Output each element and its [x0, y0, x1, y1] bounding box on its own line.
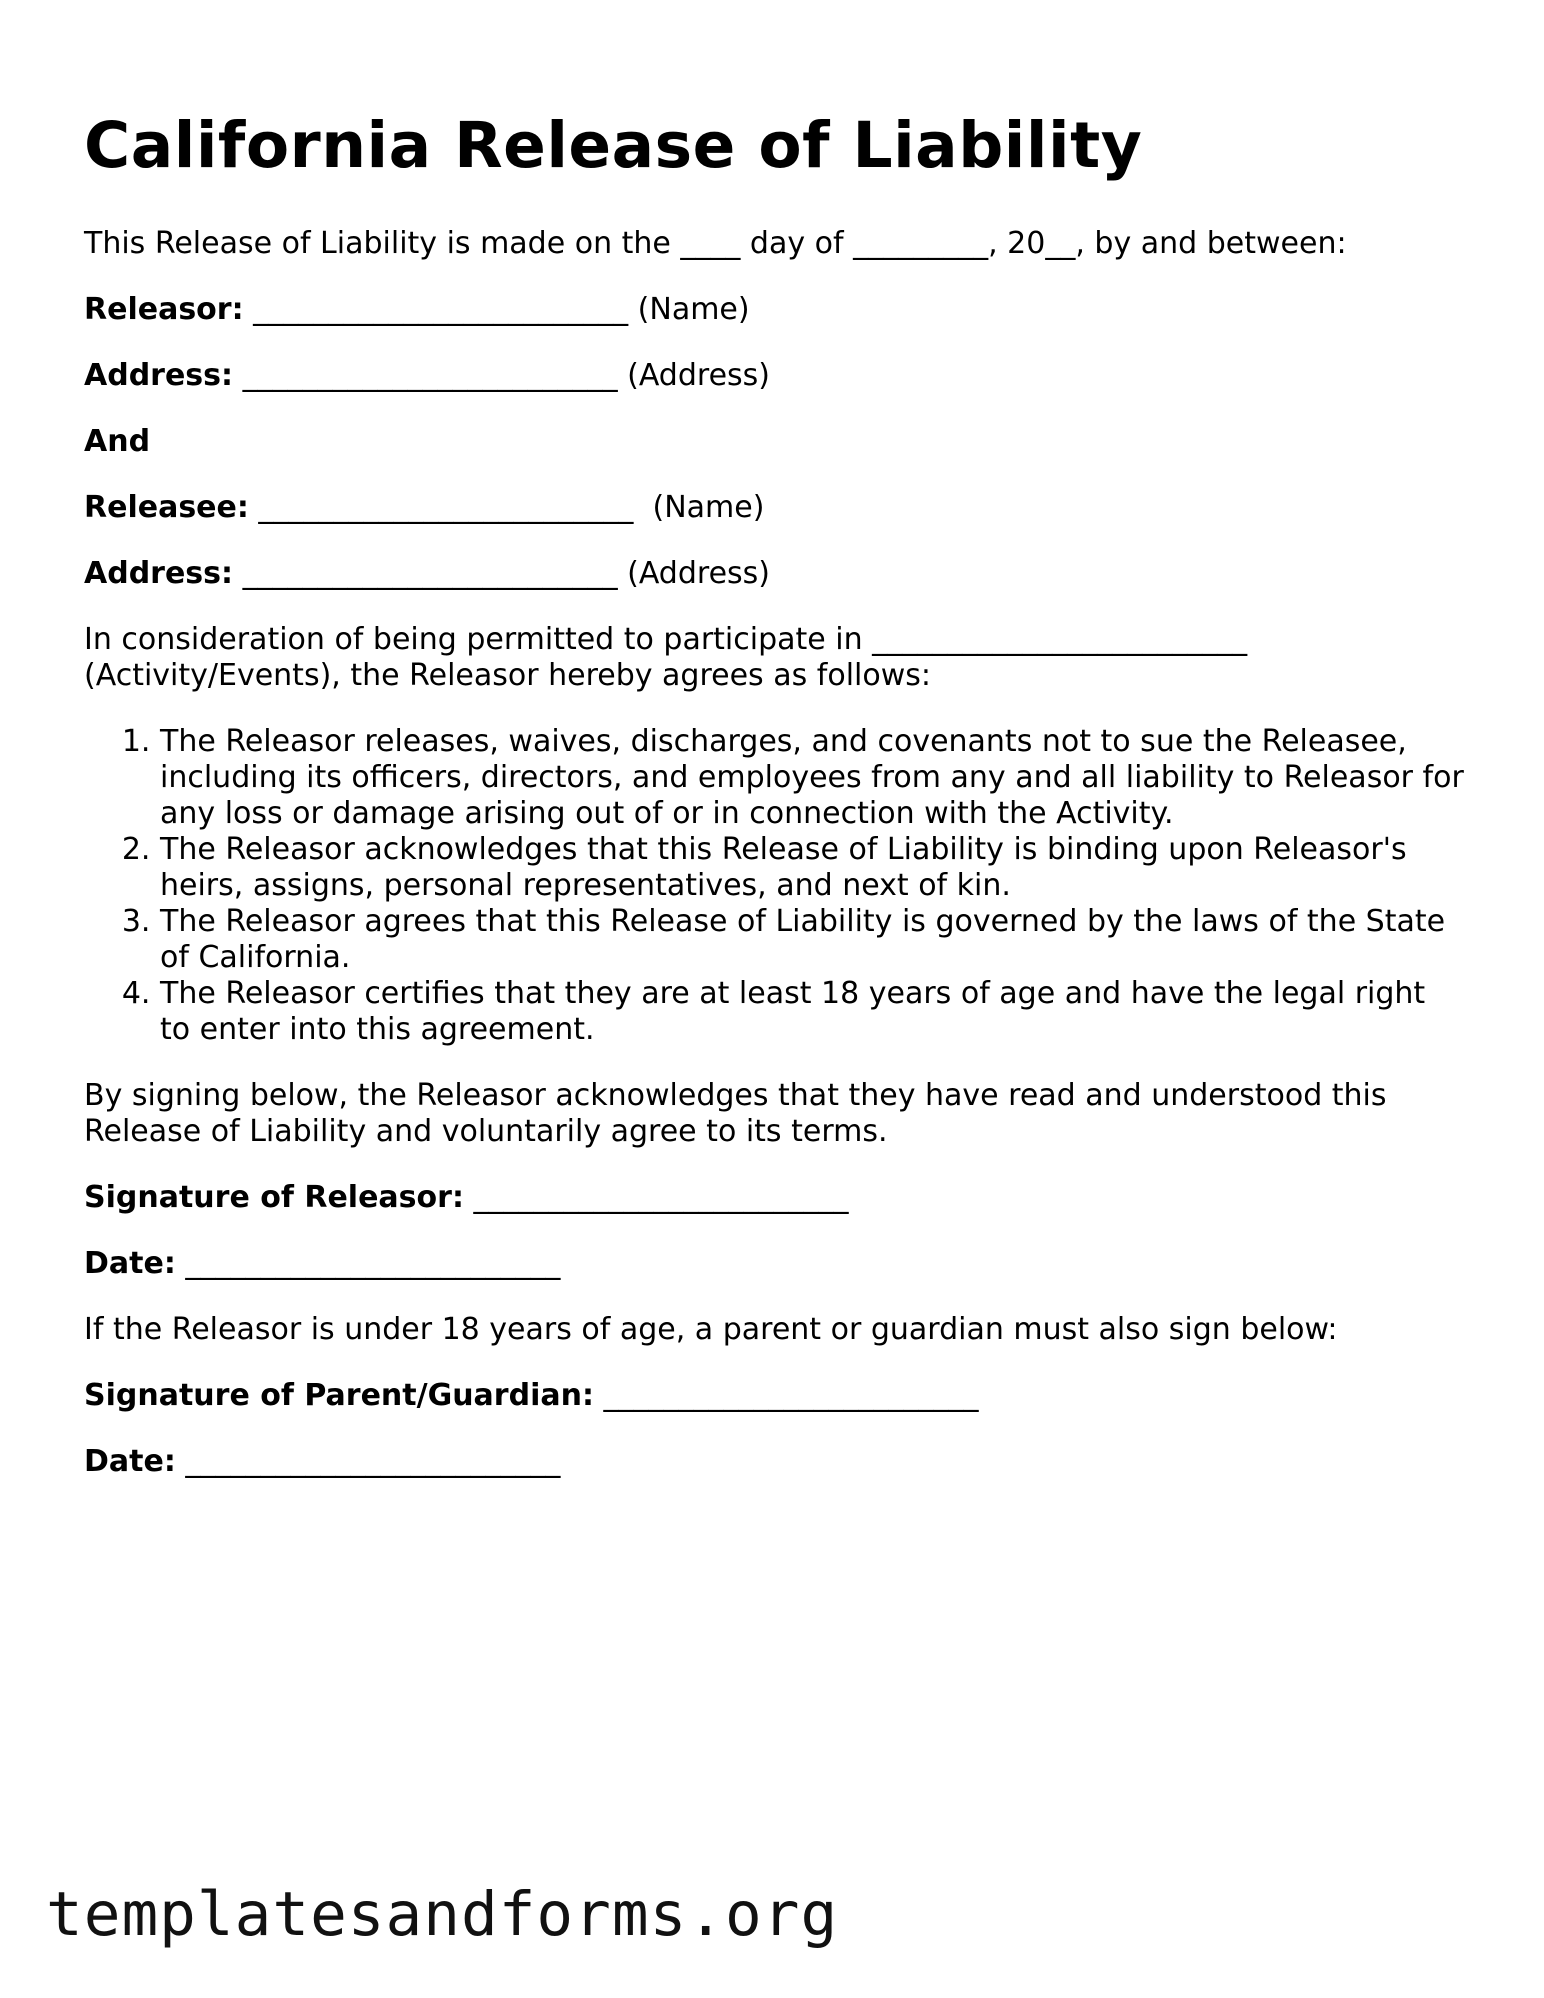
releasor-name-blank[interactable]: _________________________: [243, 292, 638, 327]
releasor-address-label: Address:: [84, 358, 234, 393]
releasor-label: Releasor:: [84, 292, 244, 327]
releasor-signature-blank[interactable]: _________________________: [463, 1180, 849, 1215]
releasee-name-blank[interactable]: _________________________: [248, 490, 643, 525]
releasee-name-hint: (Name): [642, 490, 765, 525]
term-item: 1. The Releasor releases, waives, discharges, and covenants not to sue the Releasee, including its officers, directors, and employees from any and all liability to Releasor for any loss or damage arising out of or in connection with the Activity.: [160, 724, 1464, 832]
releasor-date-label: Date:: [84, 1246, 176, 1281]
guardian-signature-field: [84, 1378, 1464, 1414]
consideration-paragraph: In consideration of being permitted to participate in _________________________ (Activity/Events), the Releasor hereby agrees as follows:: [84, 622, 1257, 693]
minor-notice: If the Releasor is under 18 years of age, a parent or guardian must also sign below:: [84, 1312, 1338, 1347]
releasee-address-field: [84, 556, 1464, 592]
document-page: [84, 108, 1464, 1510]
releasee-address-blank[interactable]: _________________________: [233, 556, 628, 591]
releasee-label: Releasee:: [84, 490, 249, 525]
guardian-date-blank[interactable]: _________________________: [175, 1444, 561, 1479]
releasor-signature-field: [84, 1180, 1464, 1216]
releasor-signature-label: Signature of Releasor:: [84, 1180, 464, 1215]
releasee-address-label: Address:: [84, 556, 234, 591]
guardian-date-label: Date:: [84, 1444, 176, 1479]
watermark-text: templatesandforms.org: [46, 1879, 839, 1950]
releasor-field: [84, 292, 1464, 328]
guardian-signature-label: Signature of Parent/Guardian:: [84, 1378, 594, 1413]
releasor-date-blank[interactable]: _________________________: [175, 1246, 561, 1281]
term-item: 2. The Releasor acknowledges that this Release of Liability is binding upon Releasor's heirs, assigns, personal representatives, and next of kin.: [160, 832, 1464, 904]
term-item: 4. The Releasor certifies that they are at least 18 years of age and have the legal right to enter into this agreement.: [160, 976, 1464, 1048]
acknowledgement-paragraph: By signing below, the Releasor acknowledges that they have read and understood this Release of Liability and voluntarily agree to its terms.: [84, 1078, 1397, 1149]
page-title: California Release of Liability: [84, 109, 1143, 182]
releasor-address-blank[interactable]: _________________________: [233, 358, 628, 393]
releasor-address-field: [84, 358, 1464, 394]
releasee-field: [84, 490, 1464, 526]
term-item: 3. The Releasor agrees that this Release of Liability is governed by the laws of the State of California.: [160, 904, 1464, 976]
terms-list: [84, 724, 1464, 1048]
releasor-name-hint: (Name): [637, 292, 750, 327]
releasee-address-hint: (Address): [627, 556, 770, 591]
guardian-date-field: [84, 1444, 1464, 1480]
releasor-date-field: [84, 1246, 1464, 1282]
and-label: And: [84, 424, 151, 459]
and-line: [84, 424, 1464, 460]
intro-paragraph: This Release of Liability is made on the ____ day of _________, 20__, by and between:: [84, 226, 1347, 261]
releasor-address-hint: (Address): [627, 358, 770, 393]
guardian-signature-blank[interactable]: _________________________: [593, 1378, 979, 1413]
